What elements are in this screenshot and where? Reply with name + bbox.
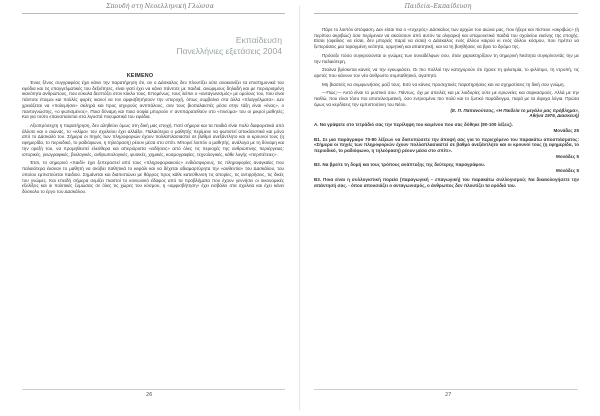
paragraph: Ένας ξένος συγγραφέας έχει κάνει την παρατήρηση ότι, αν ο Δάσκαλος δεν πλουτίζει ούτε ανακαινίζει τα επιστημονικά του εφόδια και τις επαγγελματικές του δεξιότητες, είναι γιατί έχει να κάνει πάντοτε με παιδιά, ανώριμους δηλαδή και με περιορισμένη ικανότητα ανθρώπους, που εύκολα δεσπόζει στον κύκλο τους. Επομένως, τους λείπει ο «ανταγωνισμός» με ομοίους του, που είναι πάντοτε έτοιμοι και πολλές φορές ικανοί να τον αμφισβητήσουν την υπεροχή, όπως συμβαίνει στα άλλα «πλαγγέλματα». Δεν χρειάζεται να «πολεμήσει» σκληρά και προς ισχυρούς αντιπάλους, σαν τους βιοπαλαιστές μέσα στην τάξη είναι «ένας», ο παντογνώστης, «ο φωτισμένος». Ποια δύναμη και ποια σοφία μπορούν ν' αντιπαρατεθούν στο «πνεύμα» του οι μικροί μαθητές; Και για τούτο επαναπαύεται στα λιγοστά πνευματικά του εφόδια. — [22, 80, 284, 120]
section-title: ΚΕΙΜΕΝΟ — [126, 73, 154, 79]
page-number: 26 — [146, 392, 153, 398]
running-header: Σπουδή στη Νεοελληνική Γλώσσα — [106, 3, 214, 10]
paragraph: Σταλνα βρίσκεται κανείς να την εγκωμιάσει. Οι πιο πολλοί την κατηγορούν ότι έχασε τη φιλοτιμία, το φιλότιμο, τη ντροπή, τις αρετές που κάνουν τον νέο άνθρωπο συμπαθητικό, αγαπητό. — [314, 67, 579, 79]
header-rule — [314, 13, 578, 14]
question-points: Μονάδες 5 — [556, 153, 579, 159]
chapter-title — [40, 35, 282, 57]
source-citation: (Ε. Π. Παπανούτσος, «Η Παιδεία το μεγάλο μας πρόβλημα», — [450, 107, 579, 113]
paragraph: Έτσι, το σημερινό «παιδί» έχει ξεπεραστεί από τους «πληροφοριακούς» ενδιάσφορους, τις πληροφορίες αναγκαίες που παλαιότερα έκαναν το μαθητή να σκύβει παθητικά το κεφάλι και να δέχεται αδιαμαρτύρητα την «αυθεντία» του Δασκάλου, του οποίου εμπιστεύεται παιδιού. Σημάνεται και διαπιστώνει με θάρρος προς κάθε κατεύθυνση τις απορίες, τις αντιρρήσεις, τις δικές του γνώμες. Και επειδή σήμερα σεμίζει πιαστοί το κοινωνικό έδαφος από τα προβλήματα που έχουν γεννήσει οι οικονομικές εξελίξεις και οι πολιτικές ζυμώσεις σε όλες τις χώρες του κόσμου, η «αμφισβήτηση» έχει εισβάλει στα σχολεία και έχει κάνει δύσκολο το έργο του Δασκάλου. — [22, 160, 284, 194]
question-points: Μονάδες 25 — [553, 127, 579, 133]
question: Β1. Σε μια παράγραφο 70-80 λέξεων να διατυπώσετε την άποψή σας για το περιεχόμενο του παρακάτω αποσπάσματος: «Σήμερα οι πηγές των πληροφοριών έχουν πολλαπλασιαστεί σε βαθμό ανεξάντλητο και οι κρουνοί τους (η εφημερίδα, το περιοδικό, το ραδιόφωνο, η τηλεόραση) ρέουν μέσα στο σπίτι». — [314, 136, 579, 153]
footer-rule — [22, 389, 285, 390]
right-page — [300, 0, 600, 416]
body-text — [314, 27, 579, 188]
paragraph: Πρόσεξε πόσο συγκρούονται οι γνώμες των συναδέλφων σου, όταν χαρακτηρίζουν τη σημερινή Νεότητα συγκρίνοντάς την με την παλαιότερη. — [314, 52, 579, 64]
paragraph: Πάρε το λοιπόν απόφαση. Δεν είσαι πια ο «τυχερός» Δάσκαλος των αρχών του αιώνα μας, που ήξερε και πίστευε «ακριβώς» (ή περίπου ακριβώς) όσα περίμεναν να ακούσουν από αυτόν τα ολιγαρκή και υπομονετικά παιδιά του σχολείου εκείνης της εποχής. Είσαι (οφείλεις να είσαι, δεν μπορείς παρά να είσαι) ο Δάσκαλος ενός άλλου καιρού κι ενός άλλου κόσμου, που πρέπει να ξεπεράσεις μια ταραγμένη νεότητα, ορμητική και απαιτητική, και να τη βοηθήσεις να βρει το δρόμο της. — [314, 27, 579, 50]
header-rule — [22, 13, 285, 14]
source-citation: Αθήνα 1976, Διασκευή) — [529, 113, 579, 119]
paragraph: Μη βιαστείς να συμφωνήσεις μαζί τους. Εσύ να κάνεις προσεχτικές παρατηρήσεις και να σχηματίσεις τη δική σου γνώμη. — [322, 81, 565, 87]
footer-rule — [314, 389, 578, 390]
paragraph: Αξιοπρόσεχτη η παρατήρηση, δεν αληθεύει όμως στη δική μας εποχή. Γιατί σήμερα και τα παιδιά είναι πολύ διαφορετικά από άλλοτε και ο αιώνας, το «κλίμα» του σχολείου έχει αλλάξει. Παλαιότερα ο μαθητής περίμενε να φωτιστεί αποκλειστικά και μόνο από το Δάσκαλό του. Σήμερα οι πηγές των πληροφοριών έχουν πολλαπλασιαστεί σε βαθμό ανεξάντλητο και οι κρουνοί τους (η εφημερίδα, το περιοδικό, το ραδιόφωνο, η τηλεόραση) ρέουν μέσα στο σπίτι. Μπορεί λοιπόν ο μαθητής, ανάλογα με τη δύναμη και την ορεξή του, να προμηθευτεί ελεύθερα και απεριόριστα «ειδήσεις» από όλες τις περιοχές της ανθρώπινης περιέργειας: ιστορικές, γεωγραφικές, βιολογικές, ανθρωπολογικές, φυσικές, χημικές, κοσμογραφίες, τεχνολογικές, κάθε λογής «περιπέτειες». — [22, 123, 284, 157]
running-header: Παιδεία–Εκπαίδευση — [404, 3, 472, 10]
title-line: Εκπαίδευση — [235, 35, 282, 45]
question-points: Μονάδες 5 — [556, 168, 579, 174]
question: Β2. Να βρείτε τη δομή και τους τρόπους ανάπτυξης της δεύτερης παραγράφου. — [314, 162, 486, 168]
body-text — [22, 80, 284, 195]
paragraph: —Πώς;— Αυτό είναι το μυστικό σου. Πάντως, όχι με απειλές και με λοιδορίες ούτε με ειρωνείες και σαρκασμούς. Αλλά με την πειθώ, που είναι τόσο πιο αποτελεσματική, όσο εντρισμένα πιο πολύ και το ζωτικό παράδειγμα, παρά με τα άψυχα λόγια. Πρώτα όμως να κερδίσεις την εμπιστοσύνη του Νέου. — [314, 90, 579, 107]
subtitle-line: Πανελλήνιες εξετάσεις 2004 — [176, 46, 282, 56]
page-number: 27 — [445, 392, 452, 398]
question: Β3. Ποια είναι η συλλογιστική πορεία (παραγωγική – επαγωγική) του παρακάτω συλλογισμού; Να δικαιολογήσετε την απάντησή σας. - όπου απουσιάζει ο ανταγωνισμός, ο άνθρωπος δεν πλουτίζει τα εφόδιά του. — [314, 176, 579, 188]
question: Α. Να γράψετε στο τετράδιό σας την περίληψη του κειμένου που σας δόθηκε (80-100 λέξεις). — [314, 122, 513, 128]
